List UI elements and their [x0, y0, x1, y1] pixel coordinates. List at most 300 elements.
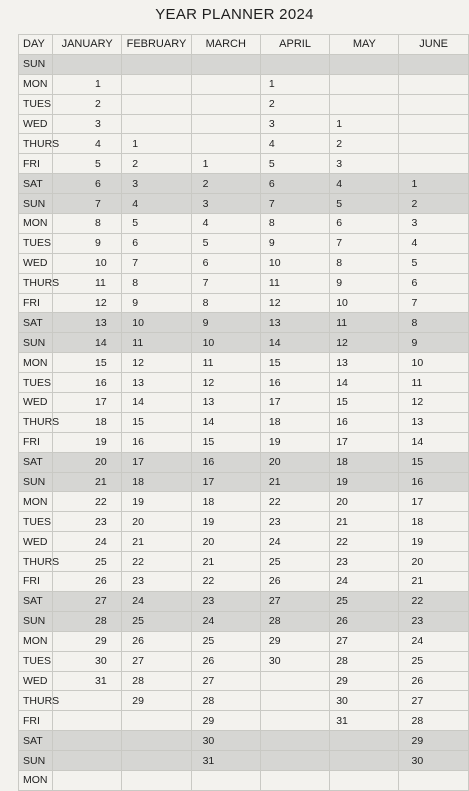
date-cell	[330, 54, 399, 74]
date-cell: 14	[53, 333, 122, 353]
day-cell: SAT	[19, 174, 53, 194]
date-cell: 6	[53, 174, 122, 194]
date-cell: 29	[191, 711, 260, 731]
date-cell: 12	[260, 293, 329, 313]
day-cell: MON	[19, 214, 53, 234]
date-cell: 16	[122, 432, 191, 452]
date-cell: 27	[399, 691, 468, 711]
date-cell: 28	[122, 671, 191, 691]
day-cell: THURS	[19, 691, 53, 711]
date-cell: 26	[330, 611, 399, 631]
date-cell: 25	[399, 651, 468, 671]
date-cell: 3	[260, 114, 329, 134]
table-row	[19, 751, 469, 771]
date-cell: 6	[191, 253, 260, 273]
date-cell: 17	[260, 393, 329, 413]
table-row	[19, 373, 469, 393]
date-cell: 31	[53, 671, 122, 691]
date-cell: 21	[191, 552, 260, 572]
date-cell: 20	[399, 552, 468, 572]
day-cell: SUN	[19, 611, 53, 631]
date-cell	[53, 691, 122, 711]
table-row	[19, 54, 469, 74]
date-cell: 28	[330, 651, 399, 671]
day-cell: SUN	[19, 194, 53, 214]
date-cell: 15	[122, 412, 191, 432]
day-cell: MON	[19, 770, 53, 790]
day-cell: SUN	[19, 333, 53, 353]
date-cell: 12	[330, 333, 399, 353]
date-cell: 21	[122, 532, 191, 552]
date-cell	[122, 711, 191, 731]
date-cell: 8	[399, 313, 468, 333]
date-cell: 31	[330, 711, 399, 731]
date-cell	[399, 770, 468, 790]
date-cell: 1	[399, 174, 468, 194]
date-cell: 7	[399, 293, 468, 313]
table-row	[19, 353, 469, 373]
day-cell: THURS	[19, 412, 53, 432]
day-cell: SAT	[19, 591, 53, 611]
day-cell: SUN	[19, 751, 53, 771]
date-cell: 18	[122, 472, 191, 492]
date-cell: 11	[122, 333, 191, 353]
day-cell: MON	[19, 631, 53, 651]
date-cell: 17	[53, 393, 122, 413]
table-row	[19, 94, 469, 114]
date-cell: 26	[399, 671, 468, 691]
date-cell: 29	[330, 671, 399, 691]
date-cell: 24	[53, 532, 122, 552]
date-cell	[122, 94, 191, 114]
day-cell: SAT	[19, 452, 53, 472]
date-cell: 11	[399, 373, 468, 393]
day-cell: FRI	[19, 293, 53, 313]
day-cell: MON	[19, 353, 53, 373]
table-row	[19, 333, 469, 353]
date-cell: 27	[53, 591, 122, 611]
day-cell: TUES	[19, 94, 53, 114]
date-cell: 19	[191, 512, 260, 532]
date-cell: 15	[330, 393, 399, 413]
day-cell: THURS	[19, 134, 53, 154]
table-row	[19, 572, 469, 592]
date-cell: 3	[399, 214, 468, 234]
table-row	[19, 651, 469, 671]
table-row	[19, 611, 469, 631]
date-cell: 29	[122, 691, 191, 711]
table-row	[19, 492, 469, 512]
header-may: MAY	[330, 35, 399, 55]
date-cell: 11	[260, 273, 329, 293]
date-cell: 6	[330, 214, 399, 234]
date-cell: 19	[53, 432, 122, 452]
table-row	[19, 114, 469, 134]
date-cell	[191, 770, 260, 790]
date-cell: 16	[260, 373, 329, 393]
date-cell	[53, 54, 122, 74]
date-cell: 2	[53, 94, 122, 114]
date-cell	[399, 114, 468, 134]
page-title: YEAR PLANNER 2024	[155, 6, 314, 23]
date-cell	[399, 74, 468, 94]
date-cell: 2	[191, 174, 260, 194]
table-row	[19, 273, 469, 293]
date-cell: 20	[330, 492, 399, 512]
date-cell: 4	[122, 194, 191, 214]
date-cell: 22	[399, 591, 468, 611]
date-cell	[260, 770, 329, 790]
table-row	[19, 432, 469, 452]
date-cell: 7	[330, 233, 399, 253]
date-cell: 8	[191, 293, 260, 313]
date-cell	[399, 154, 468, 174]
date-cell	[191, 134, 260, 154]
date-cell: 27	[191, 671, 260, 691]
date-cell	[330, 731, 399, 751]
date-cell: 3	[191, 194, 260, 214]
table-row	[19, 532, 469, 552]
date-cell	[399, 134, 468, 154]
date-cell	[53, 770, 122, 790]
date-cell	[122, 751, 191, 771]
date-cell: 3	[330, 154, 399, 174]
date-cell: 2	[122, 154, 191, 174]
table-row	[19, 313, 469, 333]
date-cell: 26	[53, 572, 122, 592]
date-cell: 22	[260, 492, 329, 512]
date-cell: 8	[53, 214, 122, 234]
table-row	[19, 134, 469, 154]
day-cell: SUN	[19, 54, 53, 74]
day-cell: WED	[19, 393, 53, 413]
date-cell: 22	[330, 532, 399, 552]
table-row	[19, 711, 469, 731]
table-row	[19, 671, 469, 691]
day-cell: MON	[19, 492, 53, 512]
date-cell: 14	[399, 432, 468, 452]
date-cell	[330, 751, 399, 771]
date-cell: 22	[191, 572, 260, 592]
date-cell: 26	[191, 651, 260, 671]
date-cell: 26	[122, 631, 191, 651]
date-cell: 15	[191, 432, 260, 452]
date-cell: 6	[260, 174, 329, 194]
date-cell: 30	[330, 691, 399, 711]
date-cell: 26	[260, 572, 329, 592]
date-cell	[53, 711, 122, 731]
table-row	[19, 253, 469, 273]
planner-body	[19, 54, 469, 790]
date-cell: 24	[191, 611, 260, 631]
date-cell: 7	[122, 253, 191, 273]
date-cell	[122, 74, 191, 94]
date-cell: 9	[191, 313, 260, 333]
date-cell: 19	[330, 472, 399, 492]
date-cell	[330, 74, 399, 94]
date-cell: 18	[330, 452, 399, 472]
day-cell: TUES	[19, 651, 53, 671]
date-cell: 20	[260, 452, 329, 472]
header-june: JUNE	[399, 35, 468, 55]
date-cell: 21	[399, 572, 468, 592]
date-cell: 12	[191, 373, 260, 393]
header-january: JANUARY	[53, 35, 122, 55]
table-row	[19, 770, 469, 790]
table-row	[19, 552, 469, 572]
date-cell: 19	[122, 492, 191, 512]
date-cell: 9	[260, 233, 329, 253]
table-row	[19, 512, 469, 532]
table-row	[19, 631, 469, 651]
day-cell: TUES	[19, 373, 53, 393]
day-cell: WED	[19, 114, 53, 134]
date-cell: 18	[399, 512, 468, 532]
date-cell: 9	[399, 333, 468, 353]
day-cell: WED	[19, 671, 53, 691]
date-cell: 1	[191, 154, 260, 174]
date-cell: 25	[122, 611, 191, 631]
date-cell: 16	[399, 472, 468, 492]
date-cell: 17	[122, 452, 191, 472]
date-cell: 10	[330, 293, 399, 313]
date-cell: 5	[260, 154, 329, 174]
date-cell: 4	[260, 134, 329, 154]
date-cell: 28	[53, 611, 122, 631]
date-cell: 14	[191, 412, 260, 432]
day-cell: FRI	[19, 711, 53, 731]
date-cell: 30	[191, 731, 260, 751]
table-row	[19, 412, 469, 432]
date-cell: 23	[330, 552, 399, 572]
date-cell	[191, 114, 260, 134]
date-cell: 13	[260, 313, 329, 333]
date-cell: 14	[330, 373, 399, 393]
date-cell: 14	[122, 393, 191, 413]
date-cell: 10	[191, 333, 260, 353]
date-cell: 3	[122, 174, 191, 194]
date-cell: 24	[330, 572, 399, 592]
date-cell: 13	[399, 412, 468, 432]
date-cell: 21	[53, 472, 122, 492]
date-cell	[122, 114, 191, 134]
date-cell: 24	[260, 532, 329, 552]
table-row	[19, 74, 469, 94]
date-cell: 2	[330, 134, 399, 154]
day-cell: FRI	[19, 572, 53, 592]
date-cell: 4	[191, 214, 260, 234]
date-cell: 30	[53, 651, 122, 671]
table-row	[19, 691, 469, 711]
date-cell: 27	[122, 651, 191, 671]
date-cell: 28	[399, 711, 468, 731]
date-cell: 16	[330, 412, 399, 432]
date-cell: 31	[191, 751, 260, 771]
table-row	[19, 154, 469, 174]
date-cell: 30	[399, 751, 468, 771]
date-cell: 7	[260, 194, 329, 214]
day-cell: SUN	[19, 472, 53, 492]
header-april: APRIL	[260, 35, 329, 55]
date-cell: 5	[191, 233, 260, 253]
date-cell: 28	[260, 611, 329, 631]
day-cell: THURS	[19, 273, 53, 293]
header-february: FEBRUARY	[122, 35, 191, 55]
date-cell: 17	[399, 492, 468, 512]
date-cell: 19	[260, 432, 329, 452]
date-cell	[260, 751, 329, 771]
date-cell: 29	[260, 631, 329, 651]
date-cell	[330, 94, 399, 114]
date-cell: 15	[260, 353, 329, 373]
date-cell	[260, 711, 329, 731]
day-cell: WED	[19, 532, 53, 552]
date-cell	[122, 731, 191, 751]
date-cell: 4	[53, 134, 122, 154]
date-cell: 23	[53, 512, 122, 532]
header-row	[19, 35, 469, 55]
date-cell: 7	[53, 194, 122, 214]
date-cell: 16	[191, 452, 260, 472]
date-cell: 1	[260, 74, 329, 94]
date-cell: 20	[53, 452, 122, 472]
date-cell	[191, 54, 260, 74]
date-cell	[191, 74, 260, 94]
header-day: DAY	[19, 35, 53, 55]
date-cell: 6	[122, 233, 191, 253]
day-cell: FRI	[19, 432, 53, 452]
date-cell: 13	[122, 373, 191, 393]
date-cell	[260, 691, 329, 711]
table-row	[19, 452, 469, 472]
date-cell: 18	[53, 412, 122, 432]
date-cell: 9	[53, 233, 122, 253]
table-row	[19, 174, 469, 194]
date-cell: 4	[399, 233, 468, 253]
date-cell: 1	[330, 114, 399, 134]
date-cell: 20	[191, 532, 260, 552]
date-cell: 24	[399, 631, 468, 651]
table-row	[19, 472, 469, 492]
date-cell: 23	[191, 591, 260, 611]
date-cell: 17	[191, 472, 260, 492]
day-cell: THURS	[19, 552, 53, 572]
date-cell: 25	[53, 552, 122, 572]
date-cell: 11	[53, 273, 122, 293]
table-row	[19, 194, 469, 214]
date-cell: 11	[330, 313, 399, 333]
date-cell: 6	[399, 273, 468, 293]
date-cell: 8	[330, 253, 399, 273]
date-cell	[122, 54, 191, 74]
planner-table	[18, 34, 469, 791]
date-cell: 1	[53, 74, 122, 94]
day-cell: MON	[19, 74, 53, 94]
date-cell	[399, 54, 468, 74]
date-cell	[399, 94, 468, 114]
date-cell: 29	[399, 731, 468, 751]
date-cell: 30	[260, 651, 329, 671]
table-row	[19, 731, 469, 751]
date-cell: 21	[260, 472, 329, 492]
date-cell: 29	[53, 631, 122, 651]
table-row	[19, 233, 469, 253]
date-cell	[260, 671, 329, 691]
date-cell: 25	[260, 552, 329, 572]
date-cell: 14	[260, 333, 329, 353]
date-cell: 10	[399, 353, 468, 373]
date-cell: 21	[330, 512, 399, 532]
table-row	[19, 393, 469, 413]
date-cell: 16	[53, 373, 122, 393]
date-cell	[191, 94, 260, 114]
table-row	[19, 293, 469, 313]
date-cell: 23	[260, 512, 329, 532]
date-cell: 5	[122, 214, 191, 234]
date-cell: 20	[122, 512, 191, 532]
date-cell: 27	[260, 591, 329, 611]
date-cell	[122, 770, 191, 790]
date-cell	[330, 770, 399, 790]
date-cell: 5	[53, 154, 122, 174]
date-cell: 13	[53, 313, 122, 333]
header-march: MARCH	[191, 35, 260, 55]
date-cell: 25	[330, 591, 399, 611]
date-cell: 5	[330, 194, 399, 214]
date-cell: 25	[191, 631, 260, 651]
table-row	[19, 214, 469, 234]
date-cell: 24	[122, 591, 191, 611]
date-cell: 10	[53, 253, 122, 273]
date-cell: 11	[191, 353, 260, 373]
date-cell: 27	[330, 631, 399, 651]
date-cell: 1	[122, 134, 191, 154]
date-cell: 23	[122, 572, 191, 592]
date-cell	[260, 54, 329, 74]
date-cell: 19	[399, 532, 468, 552]
table-row	[19, 591, 469, 611]
date-cell: 15	[53, 353, 122, 373]
date-cell: 13	[191, 393, 260, 413]
date-cell: 15	[399, 452, 468, 472]
date-cell: 12	[399, 393, 468, 413]
day-cell: SAT	[19, 313, 53, 333]
date-cell: 4	[330, 174, 399, 194]
date-cell: 22	[53, 492, 122, 512]
date-cell	[260, 731, 329, 751]
date-cell: 9	[330, 273, 399, 293]
date-cell: 28	[191, 691, 260, 711]
day-cell: FRI	[19, 154, 53, 174]
day-cell: TUES	[19, 512, 53, 532]
date-cell: 2	[399, 194, 468, 214]
date-cell: 8	[122, 273, 191, 293]
date-cell	[53, 751, 122, 771]
date-cell: 7	[191, 273, 260, 293]
date-cell: 9	[122, 293, 191, 313]
date-cell: 18	[191, 492, 260, 512]
date-cell: 10	[122, 313, 191, 333]
day-cell: TUES	[19, 233, 53, 253]
date-cell: 23	[399, 611, 468, 631]
date-cell: 12	[122, 353, 191, 373]
date-cell: 2	[260, 94, 329, 114]
date-cell: 13	[330, 353, 399, 373]
date-cell: 10	[260, 253, 329, 273]
date-cell: 12	[53, 293, 122, 313]
day-cell: SAT	[19, 731, 53, 751]
date-cell: 17	[330, 432, 399, 452]
